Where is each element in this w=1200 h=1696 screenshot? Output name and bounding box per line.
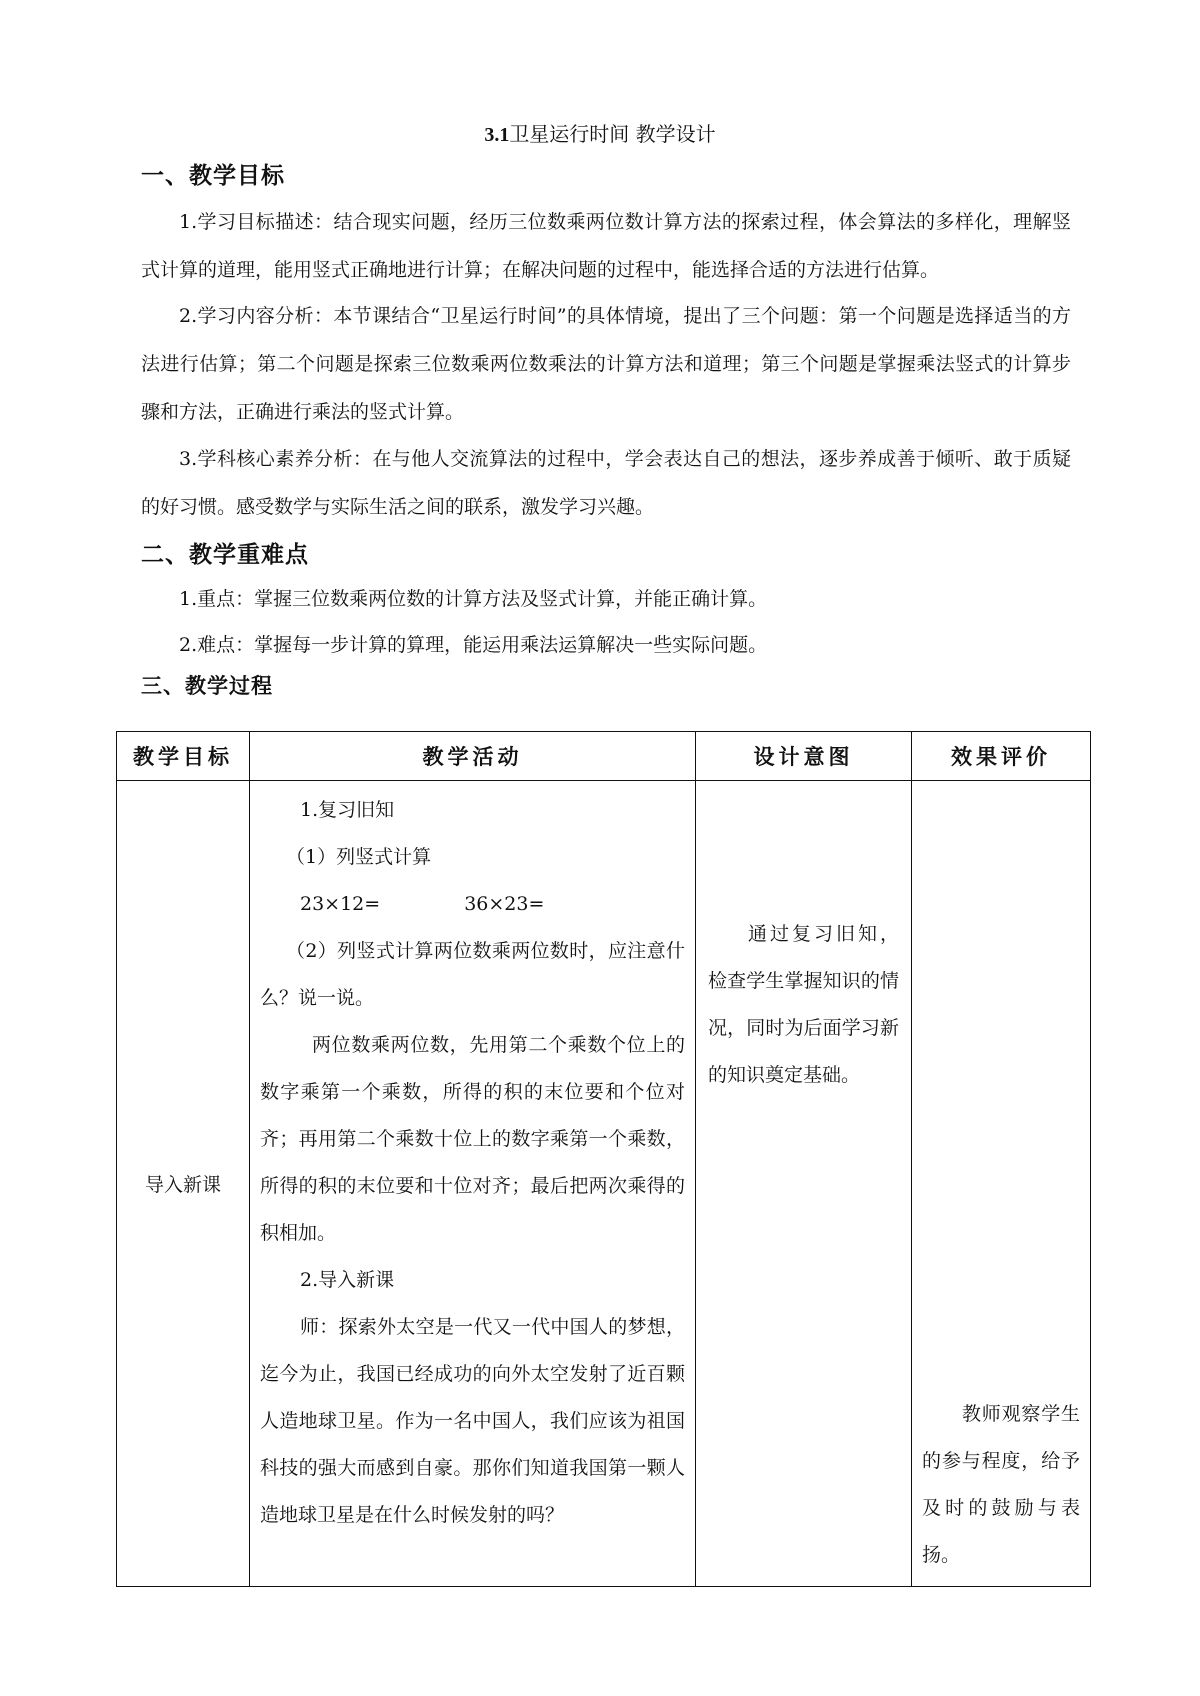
objective-item-1: 1.学习目标描述：结合现实问题，经历三位数乘两位数计算方法的探索过程，体会算法的多样化，理解竖式计算的道理，能用竖式正确地进行计算；在解决问题的过程中，能选择合适的方法进行估算。 (141, 211, 1071, 281)
evaluation-cell (912, 781, 1091, 1587)
review-answer: 两位数乘两位数，先用第二个乘数个位上的数字乘第一个乘数，所得的积的末位要和个位对齐；再用第二个乘数十位上的数字乘第一个乘数，所得的积的末位要和十位对齐；最后把两次乘得的积相加。 (260, 1034, 685, 1244)
process-table (116, 731, 1091, 1587)
evaluation-text: 教师观察学生的参与程度，给予及时的鼓励与表扬。 (922, 1403, 1080, 1566)
objective-item-3: 3.学科核心素养分析：在与他人交流算法的过程中，学会表达自己的想法，逐步养成善于倾听、敢于质疑的好习惯。感受数学与实际生活之间的联系，激发学习兴趣。 (141, 448, 1071, 518)
header-intent: 设计意图 (696, 732, 912, 781)
header-evaluation: 效果评价 (912, 732, 1091, 781)
calc-1: 23×12= (300, 893, 381, 915)
review-title: 1.复习旧知 (300, 799, 395, 821)
question-1: （1）列竖式计算 (286, 846, 432, 868)
difficulty-item: 2.难点：掌握每一步计算的算理，能运用乘法运算解决一些实际问题。 (179, 634, 768, 656)
activity-cell (250, 781, 696, 1587)
page-title (0, 118, 1200, 147)
key-point-item: 1.重点：掌握三位数乘两位数的计算方法及竖式计算，并能正确计算。 (179, 588, 768, 610)
title-text: 卫星运行时间 教学设计 (509, 122, 716, 146)
header-activity: 教学活动 (250, 732, 696, 781)
calc-row (260, 881, 685, 928)
table-row (117, 781, 1091, 1587)
intent-text: 通过复习旧知，检查学生掌握知识的情况，同时为后面学习新的知识奠定基础。 (708, 923, 899, 1086)
header-goal: 教学目标 (117, 732, 250, 781)
section-heading-process: 三、教学过程 (141, 674, 273, 698)
calc-2: 36×23= (464, 893, 545, 915)
teacher-speech: 师：探索外太空是一代又一代中国人的梦想，迄今为止，我国已经成功的向外太空发射了近百颗人造地球卫星。作为一名中国人，我们应该为祖国科技的强大而感到自豪。那你们知道我国第一颗人造地球卫星是在什么时候发射的吗？ (260, 1316, 685, 1526)
table-header-row (117, 732, 1091, 781)
question-2: （2）列竖式计算两位数乘两位数时，应注意什么？说一说。 (260, 940, 685, 1009)
objective-item-2: 2.学习内容分析：本节课结合“卫星运行时间”的具体情境，提出了三个问题：第一个问题是选择适当的方法进行估算；第二个问题是探索三位数乘两位数乘法的计算方法和道理；第三个问题是掌握乘法竖式的计算步骤和方法，正确进行乘法的竖式计算。 (141, 305, 1071, 423)
section-heading-objectives: 一、教学目标 (141, 163, 285, 189)
intro-title: 2.导入新课 (300, 1269, 395, 1291)
intent-cell (696, 781, 912, 1587)
title-number: 3.1 (484, 124, 510, 146)
section-heading-key-points: 二、教学重难点 (141, 542, 309, 568)
goal-cell: 导入新课 (117, 781, 250, 1587)
